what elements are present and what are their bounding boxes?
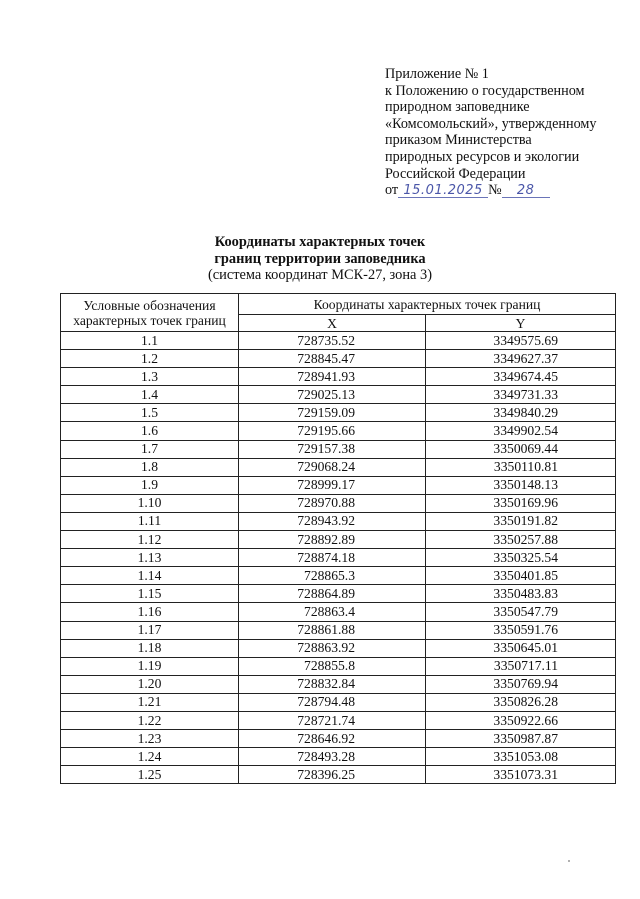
order-prefix: от — [385, 182, 399, 199]
table-row — [61, 422, 616, 440]
cell-point: 1.14 — [61, 567, 239, 585]
table-row — [61, 494, 616, 512]
table-body — [61, 332, 616, 784]
cell-x: 728646.92 — [239, 730, 426, 748]
cell-y: 3349840.29 — [426, 404, 616, 422]
table-row — [61, 567, 616, 585]
cell-x: 728855.8 — [239, 657, 426, 675]
cell-x: 729159.09 — [239, 404, 426, 422]
cell-x: 728794.48 — [239, 693, 426, 711]
cell-x: 728396.25 — [239, 766, 426, 784]
table-row — [61, 603, 616, 621]
cell-point: 1.18 — [61, 639, 239, 657]
cell-point: 1.10 — [61, 494, 239, 512]
table-row — [61, 585, 616, 603]
table-row — [61, 730, 616, 748]
cell-point: 1.17 — [61, 621, 239, 639]
cell-point: 1.6 — [61, 422, 239, 440]
appendix-line: Российской Федерации — [385, 165, 526, 182]
cell-x: 728970.88 — [239, 494, 426, 512]
cell-point: 1.3 — [61, 368, 239, 386]
cell-point: 1.5 — [61, 404, 239, 422]
cell-x: 728941.93 — [239, 368, 426, 386]
table-row — [61, 332, 616, 350]
appendix-line: природном заповеднике — [385, 99, 530, 116]
cell-x: 729068.24 — [239, 458, 426, 476]
table-row — [61, 621, 616, 639]
appendix-header — [385, 66, 635, 199]
cell-y: 3350191.82 — [426, 512, 616, 530]
cell-point: 1.11 — [61, 512, 239, 530]
number-sign: № — [488, 182, 502, 199]
table-row — [61, 748, 616, 766]
header-coordinates: Координаты характерных точек границ — [239, 294, 616, 315]
table-row — [61, 386, 616, 404]
cell-y: 3350769.94 — [426, 675, 616, 693]
table-row — [61, 639, 616, 657]
cell-y: 3349902.54 — [426, 422, 616, 440]
cell-x: 728892.89 — [239, 531, 426, 549]
appendix-line: «Комсомольский», утвержденному — [385, 115, 597, 132]
order-line — [385, 182, 635, 199]
table-row — [61, 368, 616, 386]
title-line-1: Координаты характерных точек — [214, 234, 426, 250]
table-row — [61, 512, 616, 530]
table-row — [61, 711, 616, 729]
coordinates-table — [60, 293, 616, 784]
header-x: X — [239, 315, 426, 332]
cell-x: 728874.18 — [239, 549, 426, 567]
cell-y: 3349575.69 — [426, 332, 616, 350]
cell-y: 3350148.13 — [426, 476, 616, 494]
cell-point: 1.22 — [61, 711, 239, 729]
document-title — [0, 234, 640, 284]
cell-x: 728861.88 — [239, 621, 426, 639]
cell-x: 729157.38 — [239, 440, 426, 458]
table-row — [61, 531, 616, 549]
order-number-handwritten: 28 — [502, 184, 550, 198]
appendix-line: природных ресурсов и экологии — [385, 148, 580, 165]
cell-x: 728493.28 — [239, 748, 426, 766]
cell-y: 3350591.76 — [426, 621, 616, 639]
cell-x: 728943.92 — [239, 512, 426, 530]
table-row — [61, 657, 616, 675]
cell-x: 728999.17 — [239, 476, 426, 494]
scan-speck — [568, 860, 570, 862]
appendix-line: Приложение № 1 — [385, 66, 489, 82]
cell-x: 728864.89 — [239, 585, 426, 603]
table-row — [61, 693, 616, 711]
header-y: Y — [426, 315, 616, 332]
header-point-designations: Условные обозначения характерных точек границ — [61, 294, 239, 332]
cell-point: 1.1 — [61, 332, 239, 350]
table-row — [61, 350, 616, 368]
cell-point: 1.21 — [61, 693, 239, 711]
cell-y: 3351073.31 — [426, 766, 616, 784]
cell-x: 728721.74 — [239, 711, 426, 729]
cell-point: 1.25 — [61, 766, 239, 784]
table-row — [61, 476, 616, 494]
cell-point: 1.12 — [61, 531, 239, 549]
cell-point: 1.4 — [61, 386, 239, 404]
cell-y: 3350987.87 — [426, 730, 616, 748]
cell-point: 1.7 — [61, 440, 239, 458]
cell-y: 3350257.88 — [426, 531, 616, 549]
cell-y: 3349674.45 — [426, 368, 616, 386]
table-row — [61, 675, 616, 693]
table-row — [61, 549, 616, 567]
cell-point: 1.13 — [61, 549, 239, 567]
cell-y: 3350169.96 — [426, 494, 616, 512]
cell-x: 728735.52 — [239, 332, 426, 350]
cell-x: 728863.4 — [239, 603, 426, 621]
cell-point: 1.8 — [61, 458, 239, 476]
cell-y: 3350547.79 — [426, 603, 616, 621]
cell-point: 1.16 — [61, 603, 239, 621]
cell-y: 3350826.28 — [426, 693, 616, 711]
cell-x: 728865.3 — [239, 567, 426, 585]
cell-y: 3349627.37 — [426, 350, 616, 368]
cell-y: 3351053.08 — [426, 748, 616, 766]
table-row — [61, 404, 616, 422]
cell-y: 3350717.11 — [426, 657, 616, 675]
cell-y: 3350922.66 — [426, 711, 616, 729]
cell-point: 1.9 — [61, 476, 239, 494]
cell-y: 3350401.85 — [426, 567, 616, 585]
cell-point: 1.15 — [61, 585, 239, 603]
cell-y: 3350069.44 — [426, 440, 616, 458]
cell-point: 1.24 — [61, 748, 239, 766]
cell-x: 728832.84 — [239, 675, 426, 693]
appendix-line: приказом Министерства — [385, 132, 532, 149]
cell-y: 3350483.83 — [426, 585, 616, 603]
title-line-2: границ территории заповедника — [214, 250, 426, 267]
table-row — [61, 766, 616, 784]
cell-point: 1.23 — [61, 730, 239, 748]
table-row — [61, 458, 616, 476]
cell-point: 1.2 — [61, 350, 239, 368]
cell-x: 728863.92 — [239, 639, 426, 657]
table-row — [61, 440, 616, 458]
cell-x: 729025.13 — [239, 386, 426, 404]
title-line-3: (система координат МСК-27, зона 3) — [207, 267, 433, 283]
cell-point: 1.20 — [61, 675, 239, 693]
cell-y: 3350325.54 — [426, 549, 616, 567]
cell-y: 3350110.81 — [426, 458, 616, 476]
cell-x: 729195.66 — [239, 422, 426, 440]
cell-x: 728845.47 — [239, 350, 426, 368]
order-date-handwritten: 15.01.2025 — [398, 184, 488, 198]
cell-y: 3350645.01 — [426, 639, 616, 657]
cell-point: 1.19 — [61, 657, 239, 675]
appendix-line: к Положению о государственном — [385, 82, 585, 99]
cell-y: 3349731.33 — [426, 386, 616, 404]
